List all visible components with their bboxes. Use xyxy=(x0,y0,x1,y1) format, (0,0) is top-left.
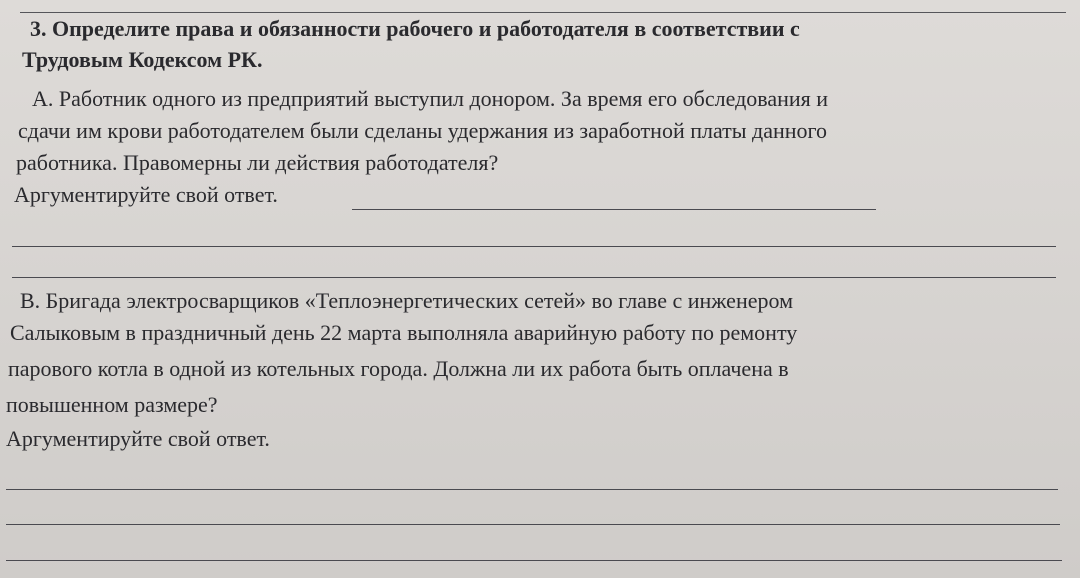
question-b-line-3: парового котла в одной из котельных города. Должна ли их работа быть оплачена в xyxy=(8,356,789,381)
question-b-answer-line-1[interactable] xyxy=(6,489,1058,490)
question-a-line-3: работника. Правомерны ли действия работодателя? xyxy=(16,150,499,175)
question-a-prompt: Аргументируйте свой ответ. xyxy=(14,182,278,207)
question-a-answer-line-2[interactable] xyxy=(12,246,1056,247)
question-b-line-1: В. Бригада электросварщиков «Теплоэнергетических сетей» во главе с инженером xyxy=(20,288,793,313)
question-b-prompt: Аргументируйте свой ответ. xyxy=(6,426,270,451)
top-divider xyxy=(20,12,1066,13)
task-title-line-1: 3. Определите права и обязанности рабочего и работодателя в соответствии с xyxy=(30,16,800,41)
question-b-line-2: Салыковым в праздничный день 22 марта выполняла аварийную работу по ремонту xyxy=(10,320,798,345)
question-a-line-1: А. Работник одного из предприятий выступил донором. За время его обследования и xyxy=(32,86,829,111)
question-a-line-2: сдачи им крови работодателем были сделаны удержания из заработной платы данного xyxy=(18,118,828,143)
question-b-line-4: повышенном размере? xyxy=(6,392,218,417)
question-a-answer-line-1[interactable] xyxy=(352,209,876,210)
question-a-answer-line-3[interactable] xyxy=(12,277,1056,278)
task-title-line-2: Трудовым Кодексом РК. xyxy=(22,47,263,72)
question-b-answer-line-2[interactable] xyxy=(6,524,1060,525)
question-b-answer-line-3[interactable] xyxy=(6,560,1062,561)
